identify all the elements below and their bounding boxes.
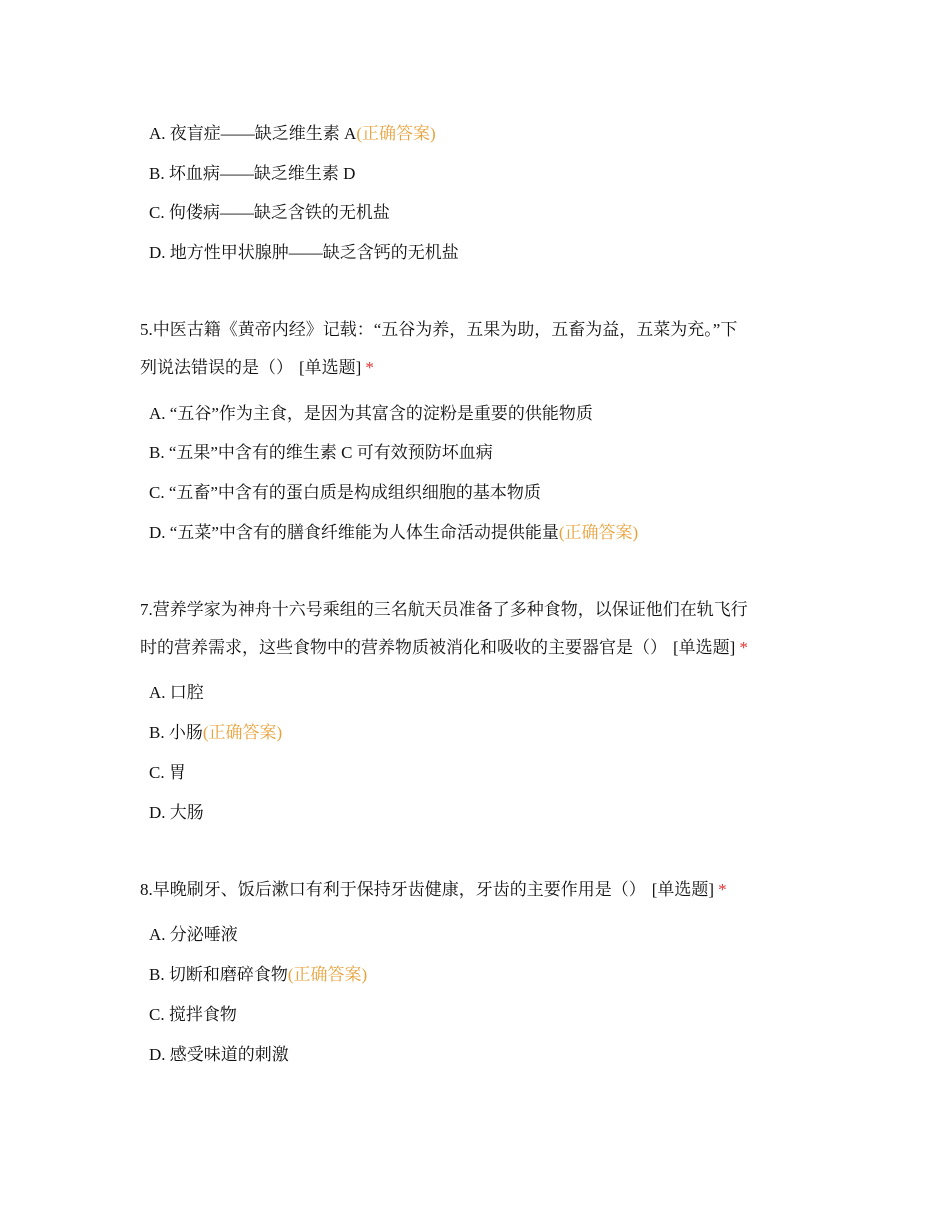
correct-answer-tag: (正确答案): [356, 124, 436, 143]
required-mark: *: [365, 358, 374, 377]
question-type-label: [单选题]: [299, 358, 362, 377]
option-8a: A. 分泌唾液: [149, 925, 238, 944]
correct-answer-tag: (正确答案): [202, 723, 283, 742]
option-5c: C. “五畜”中含有的蛋白质是构成组织细胞的基本物质: [149, 483, 541, 502]
question-5-title-line1: 5.中医古籍《黄帝内经》记载：“五谷为养，五果为助，五畜为益，五菜为充。”下: [140, 320, 738, 339]
option-5b: B. “五果”中含有的维生素 C 可有效预防坏血病: [149, 443, 493, 462]
option-7c: C. 胃: [149, 763, 186, 782]
option-8c: C. 搅拌食物: [149, 1005, 237, 1024]
required-mark: *: [718, 880, 727, 899]
option-4c: C. 佝偻病——缺乏含铁的无机盐: [149, 203, 390, 222]
option-5a: A. “五谷”作为主食，是因为其富含的淀粉是重要的供能物质: [149, 404, 593, 423]
correct-answer-tag: (正确答案): [287, 965, 368, 984]
option-7d: D. 大肠: [149, 803, 204, 822]
option-4b: B. 坏血病——缺乏维生素 D: [149, 164, 356, 183]
option-4d: D. 地方性甲状腺肿——缺乏含钙的无机盐: [149, 243, 459, 262]
option-7b: B. 小肠(正确答案): [149, 723, 283, 742]
question-type-label: [单选题]: [651, 880, 715, 899]
option-8d: D. 感受味道的刺激: [149, 1045, 289, 1064]
question-7-title-line2: 时的营养需求，这些食物中的营养物质被消化和吸收的主要器官是（） [单选题] *: [140, 638, 748, 657]
question-7-title-line1: 7.营养学家为神舟十六号乘组的三名航天员准备了多种食物，以保证他们在轨飞行: [140, 600, 748, 619]
required-mark: *: [739, 638, 748, 657]
question-5-title-line2: 列说法错误的是（） [单选题] *: [140, 358, 374, 377]
option-5d: D. “五菜”中含有的膳食纤维能为人体生命活动提供能量(正确答案): [149, 523, 639, 542]
option-7a: A. 口腔: [149, 683, 204, 702]
option-8b: B. 切断和磨碎食物(正确答案): [149, 965, 368, 984]
option-4a: A. 夜盲症——缺乏维生素 A(正确答案): [149, 124, 436, 143]
question-type-label: [单选题]: [673, 638, 736, 657]
correct-answer-tag: (正确答案): [558, 523, 639, 542]
question-8-title: 8.早晚刷牙、饭后漱口有利于保持牙齿健康，牙齿的主要作用是（） [单选题] *: [140, 880, 727, 899]
